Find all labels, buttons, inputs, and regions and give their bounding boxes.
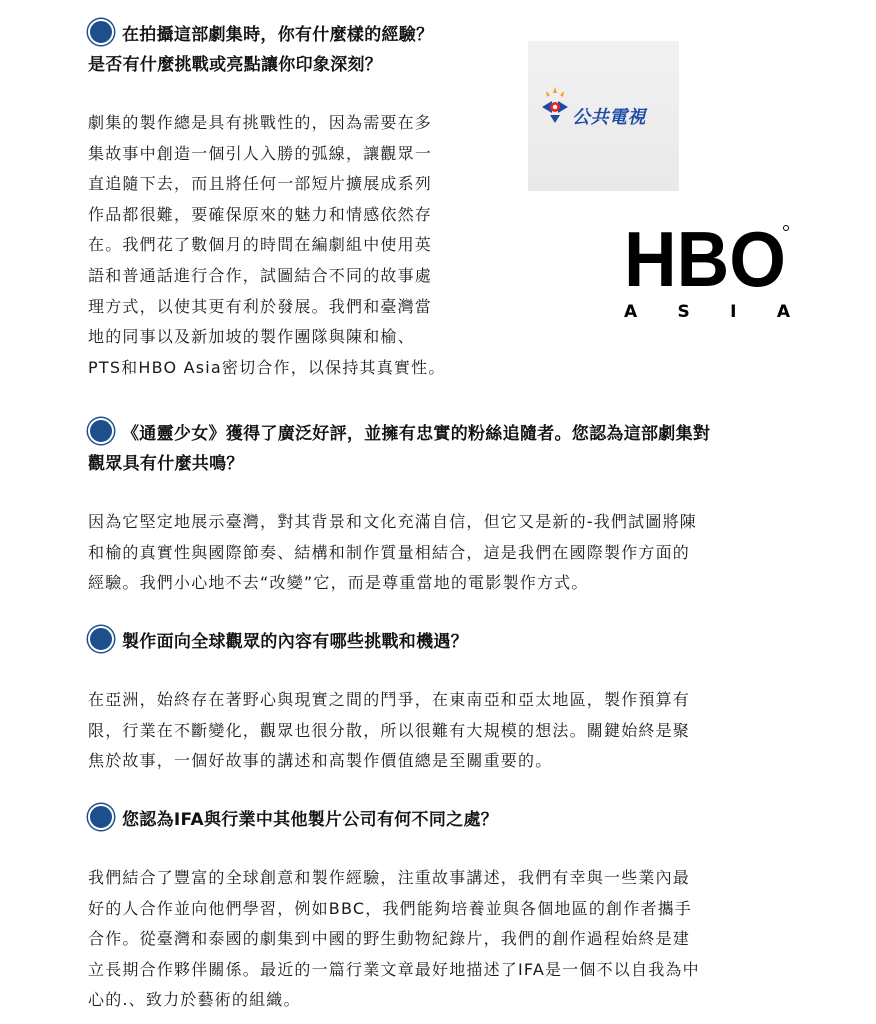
asia-letter: S (677, 302, 690, 322)
answer-line: 地的同事以及新加坡的製作團隊與陳和榆、 (88, 327, 415, 347)
answer-line: 集故事中創造一個引人入勝的弧線，讓觀眾一 (88, 143, 433, 163)
answer-line: 作品都很難，要確保原來的魅力和情感依然存 (88, 204, 433, 224)
question-4-line-1: 您認為IFA與行業中其他製片公司有何不同之處？ (88, 804, 498, 835)
pts-mark-icon (538, 85, 572, 125)
asia-letter: A (624, 302, 638, 322)
answer-4 (88, 863, 700, 1016)
asia-letter: I (730, 302, 737, 322)
hbo-asia-text (624, 302, 790, 322)
answer-line: 好的人合作並向他們學習，例如BBC，我們能夠培養並與各個地區的創作者攜手 (88, 898, 693, 918)
answer-1 (88, 108, 446, 383)
question-3-line-1: 製作面向全球觀眾的內容有哪些挑戰和機遇？ (88, 626, 468, 657)
pts-logo-text: 公共電視 (572, 107, 646, 128)
answer-line: 心的.、致力於藝術的組織。 (88, 990, 301, 1010)
answer-line: 因為它堅定地展示臺灣，對其背景和文化充滿自信，但它又是新的-我們試圖將陳 (88, 512, 697, 531)
answer-line: 理方式，以使其更有利於發展。我們和臺灣當 (88, 296, 433, 316)
question-3 (88, 626, 468, 657)
bullet-circle-icon (88, 626, 114, 652)
bullet-circle-icon (88, 804, 114, 830)
answer-line: 在亞洲，始終存在著野心與現實之間的鬥爭，在東南亞和亞太地區，製作預算有 (88, 690, 691, 709)
question-2-line-1: 《通靈少女》獲得了廣泛好評，並擁有忠實的粉絲追隨者。您認為這部劇集對 (88, 418, 710, 449)
question-2-line-2: 觀眾具有什麼共鳴？ (88, 454, 244, 474)
pts-logo (528, 41, 679, 191)
hbo-wordmark-text: HBO (624, 222, 786, 294)
answer-3 (88, 685, 690, 777)
answer-line: 語和普通話進行合作，試圖結合不同的故事處 (88, 265, 433, 285)
answer-line: 劇集的製作總是具有挑戰性的，因為需要在多 (88, 113, 433, 132)
answer-line: 焦於故事，一個好故事的講述和高製作價值總是至關重要的。 (88, 751, 553, 771)
answer-line: 合作。從臺灣和泰國的劇集到中國的野生動物紀錄片，我們的創作過程始終是建 (88, 929, 691, 949)
question-1 (88, 19, 433, 80)
asia-letter: A (776, 302, 790, 322)
question-4 (88, 804, 498, 835)
question-2 (88, 418, 710, 479)
bullet-circle-icon (88, 19, 114, 45)
question-1-line-1: 在拍攝這部劇集時，你有什麼樣的經驗？ (88, 19, 433, 50)
answer-line: 我們結合了豐富的全球創意和製作經驗，注重故事講述，我們有幸與一些業內最 (88, 868, 691, 887)
answer-2 (88, 507, 697, 599)
answer-line: 直追隨下去，而且將任何一部短片擴展成系列 (88, 174, 433, 194)
bullet-circle-icon (88, 418, 114, 444)
answer-line: 在。我們花了數個月的時間在編劇組中使用英 (88, 235, 433, 255)
answer-line: 經驗。我們小心地不去“改變”它，而是尊重當地的電影製作方式。 (88, 573, 589, 593)
answer-line: 立長期合作夥伴關係。最近的一篇行業文章最好地描述了IFA是一個不以自我為中 (88, 959, 700, 979)
answer-line: 限，行業在不斷變化，觀眾也很分散，所以很難有大規模的想法。關鍵始終是聚 (88, 720, 691, 740)
hbo-asia-logo (624, 222, 790, 326)
answer-line: 和榆的真實性與國際節奏、結構和制作質量相結合，這是我們在國際製作方面的 (88, 542, 691, 562)
answer-line: PTS和HBO Asia密切合作，以保持其真實性。 (88, 357, 446, 377)
hbo-wordmark-icon (624, 222, 790, 294)
question-1-line-2: 是否有什麼挑戰或亮點讓你印象深刻？ (88, 55, 383, 75)
